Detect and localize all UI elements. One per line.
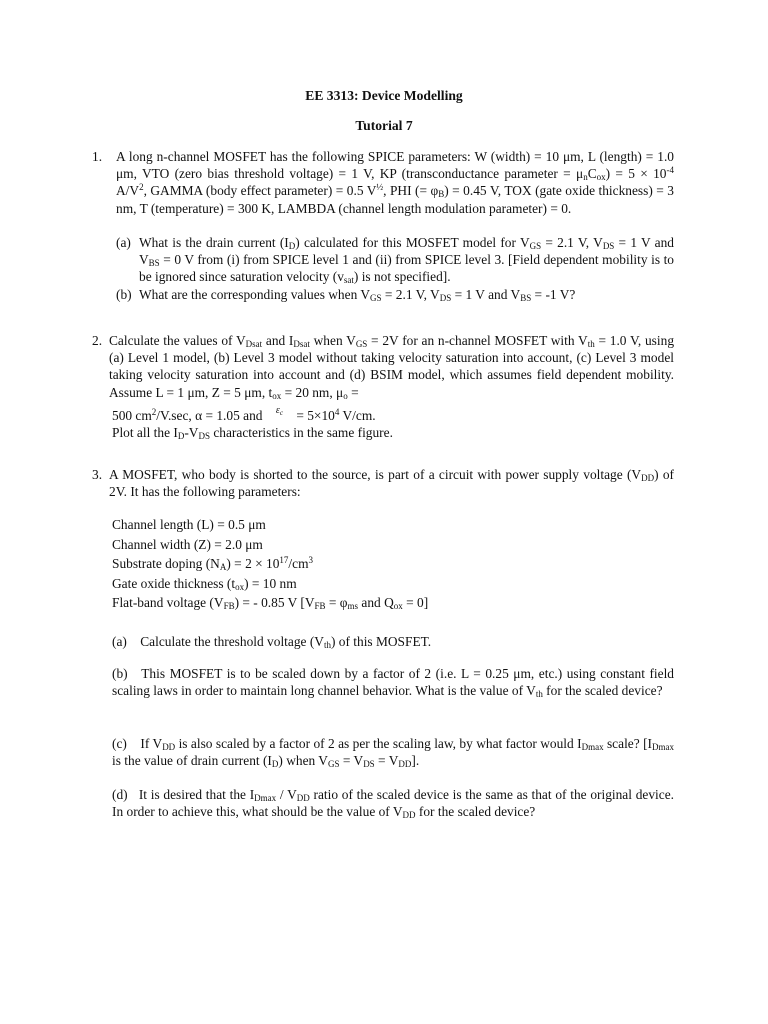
q3-param-channel-width: Channel width (Z) = 2.0 μm (112, 536, 263, 552)
q1-stem: A long n-channel MOSFET has the following SPICE parameters: W (width) = 10 μm, L (length) = 1.0 μm, VTO (zero bias threshold voltage) = 1 V, KP (transconductance parameter = $\mu_nC_{ox}) = 5 \times 10^{-4}$ $A/V^2$, GAMMA (body effect parameter) = 0.5 $V^{\frac{1}{2}}$, PHI (= $\varphi_B) = 0.45$ V, TOX (gate oxide thickness) = 3 nm, T (temperature) = 300 K, LAMBDA (channel length modulation parameter) = 0. (116, 149, 674, 216)
q1-number: 1. (92, 149, 103, 164)
q3-param-oxide-thickness: Gate oxide thickness $(t_{ox}) = 10$ nm (112, 575, 297, 592)
q3-param-flatband-voltage: Flat-band voltage $(V_{FB})$ = - 0.85 V [$V_{FB} = \varphi_{ms}$ and $Q_{ox} = 0$] (112, 595, 429, 612)
q1b-label: (b) (116, 287, 132, 302)
q2-stem-text: Calculate the values of $V_{Dsat}$ and $I_{Dsat}$ when $V_{GS} = 2V$ for an n-channel MOSFET with $V_{th} = 1.0$ V, using (a) Level 1 model, (b) Level 3 model without taking velocity saturation into account, (c) Level 3 model taking velocity saturation into account and (d) BSIM model, which assumes field dependent mobility. Assume L = 1 μm, Z = 5 μm, $t_{ox} = 20$ nm, $\mu_o$ = (109, 333, 675, 401)
q2-plot-instruction: Plot all the $I_D-V_{DS}$ characteristics in the same figure. (112, 425, 393, 441)
course-title: EE 3313: Device Modelling (305, 88, 463, 103)
q3d-text: (d) It is desired that the $I_{Dmax} / V_{DD}$ ratio of the scaled device is the same as that of the original device. In order to achieve this, what should be the value of $V_{DD}$ for the scaled device? (112, 787, 674, 821)
q3-param-channel-length: Channel length (L) = 0.5 μm (112, 517, 266, 532)
tutorial-title: Tutorial 7 (355, 118, 413, 133)
q3-stem: A MOSFET, who body is shorted to the source, is part of a circuit with power supply voltage $(V_{DD})$ of 2V. It has the following parameters: (109, 467, 674, 500)
q3-param-substrate-doping: Substrate doping $(N_A) = 2 \times 10^{17}/cm^3$ (112, 555, 313, 573)
q3a-text: (a) Calculate the threshold voltage $(V_{th})$ of this MOSFET. (112, 634, 432, 650)
q1a-label: (a) (116, 235, 131, 250)
q3-number: 3. (92, 467, 103, 482)
q1a-text: What is the drain current $(I_D)$ calculated for this MOSFET model for $V_{GS} = 2.1$ V, $V_{DS} = 1$ V and $V_{BS} = 0$ V from (i) from SPICE level 1 and (ii) from SPICE level 3. [Field dependent mobility is to be ignored since saturation velocity $(v_{sat})$ is not specified]. (139, 235, 674, 286)
q2-number: 2. (92, 333, 103, 348)
q2-stem (109, 332, 674, 401)
q3b-text: (b) This MOSFET is to be scaled down by a factor of 2 (i.e. L = 0.25 μm, etc.) using constant field scaling laws in order to maintain long channel behavior. What is the value of $V_{th}$ for the scaled device? (112, 666, 674, 700)
q3-parameter-list (112, 515, 674, 613)
q3c-text: (c) If $V_{DD}$ is also scaled by a factor of 2 as per the scaling law, by what factor would $I_{Dmax}$ scale? [$I_{Dmax}$ is the value of drain current $(I_D)$ when $V_{GS} = V_{DS} = V_{DD}$]. (112, 736, 674, 770)
q2-line-constants: 500 $cm^2/V.\sec$, α = 1.05 and $^{\varepsilon_c}$ = $5\times 10^4$ V/cm. (112, 405, 376, 423)
q1b-text: What are the corresponding values when $V_{GS} = 2.1$ V, $V_{DS} = 1$ V and $V_{BS} = -1$ V? (139, 287, 576, 303)
